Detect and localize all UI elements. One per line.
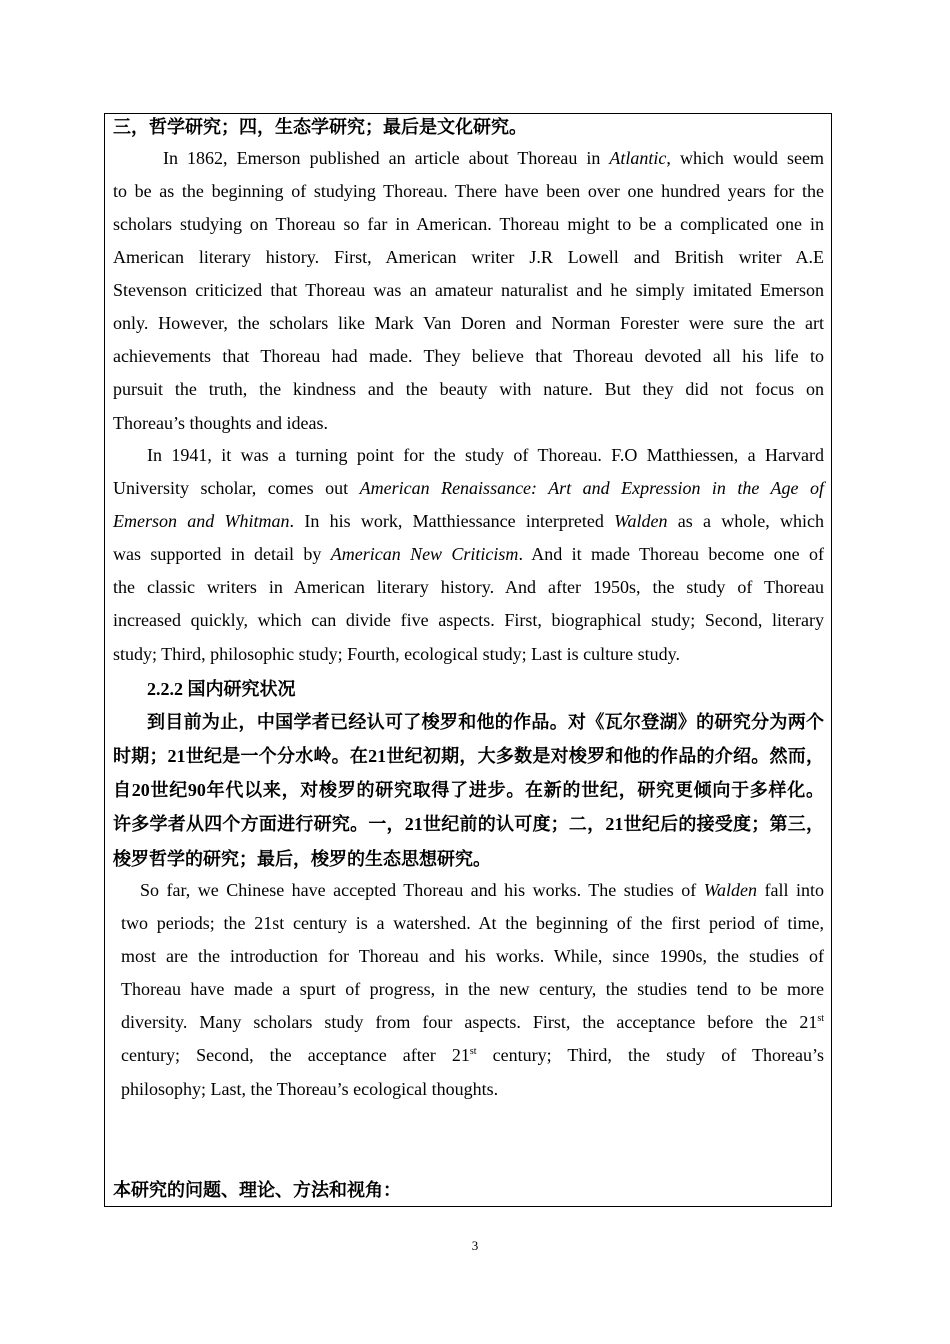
text-line: century; Second, the acceptance after 21st century; Third, the study of Thoreau’s [121,1045,824,1065]
text-line: scholars studying on Thoreau so far in American. Thoreau might to be a complicated one in [113,214,824,234]
text-line: Thoreau’s thoughts and ideas. [113,413,328,433]
top-line: 三，哲学研究；四，生态学研究；最后是文化研究。 [113,117,527,137]
text-line: most are the introduction for Thoreau and his works. While, since 1990s, the studies of [121,946,824,966]
text-line: achievements that Thoreau had made. They believe that Thoreau devoted all his life to [113,346,824,366]
research-questions-heading: 本研究的问题、理论、方法和视角： [113,1180,401,1200]
section-heading: 2.2.2 国内研究状况 [147,679,296,699]
text-line: American literary history. First, American writer J.R Lowell and British writer A.E [113,247,824,267]
text-line: Stevenson criticized that Thoreau was an amateur naturalist and he simply imitated Emerson [113,280,824,300]
text-line: the classic writers in American literary history. And after 1950s, the study of Thoreau [113,577,824,597]
text-line: diversity. Many scholars study from four aspects. First, the acceptance before the 21st [121,1012,824,1032]
text-line: to be as the beginning of studying Thoreau. There have been over one hundred years for the [113,181,824,201]
text-line: In 1941, it was a turning point for the study of Thoreau. F.O Matthiessen, a Harvard [147,445,824,465]
text-line: In 1862, Emerson published an article about Thoreau in Atlantic, which would seem [163,148,824,168]
text-line: two periods; the 21st century is a watershed. At the beginning of the first period of time, [121,913,824,933]
text-line: 自20世纪90年代以来，对梭罗的研究取得了进步。在新的世纪，研究更倾向于多样化。 [113,780,824,800]
page-number: 3 [471,1238,479,1253]
text-line: University scholar, comes out American Renaissance: Art and Expression in the Age of [113,478,824,498]
text-line: was supported in detail by American New Criticism. And it made Thoreau become one of [113,544,824,564]
text-line: Thoreau have made a spurt of progress, in the new century, the studies tend to be more [121,979,824,999]
text-line: philosophy; Last, the Thoreau’s ecological thoughts. [121,1079,499,1099]
text-line: only. However, the scholars like Mark Van Doren and Norman Forester were sure the art [113,313,824,333]
text-line: study; Third, philosophic study; Fourth, ecological study; Last is culture study. [113,644,680,664]
text-line: 许多学者从四个方面进行研究。一，21世纪前的认可度；二，21世纪后的接受度；第三， [113,814,824,834]
text-line: increased quickly, which can divide five aspects. First, biographical study; Second, literary [113,610,824,630]
text-line: 到目前为止，中国学者已经认可了梭罗和他的作品。对《瓦尔登湖》的研究分为两个 [147,712,824,732]
text-line: So far, we Chinese have accepted Thoreau and his works. The studies of Walden fall into [140,880,824,900]
text-line: 梭罗哲学的研究；最后，梭罗的生态思想研究。 [113,849,491,869]
text-line: Emerson and Whitman. In his work, Matthiessance interpreted Walden as a whole, which [113,511,825,531]
text-line: 时期；21世纪是一个分水岭。在21世纪初期，大多数是对梭罗和他的作品的介绍。然而， [113,746,824,766]
text-line: pursuit the truth, the kindness and the beauty with nature. But they did not focus on [113,379,824,399]
